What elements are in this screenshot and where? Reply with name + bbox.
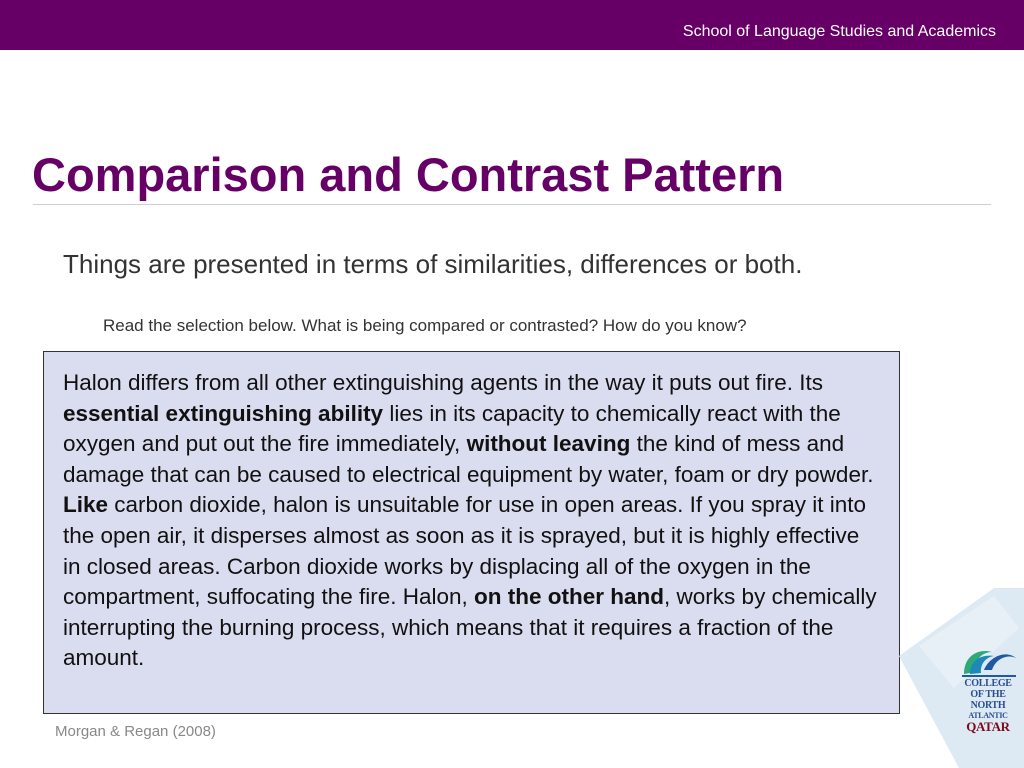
college-logo — [958, 678, 1018, 734]
passage-keyword: Like — [63, 492, 109, 518]
passage-keyword: essential extinguishing ability — [63, 400, 384, 426]
reading-prompt: Read the selection below. What is being compared or contrasted? How do you know? — [103, 316, 747, 335]
passage-text: lies in its capacity to chemically react with the oxygen and put out the fire immediately, — [63, 400, 841, 457]
logo-line: ATLANTIC — [968, 711, 1008, 720]
logo-line: NORTH — [970, 700, 1006, 711]
slide-title: Comparison and Contrast Pattern — [32, 148, 785, 201]
slide-subtitle: Things are presented in terms of similarities, differences or both. — [63, 249, 803, 279]
title-divider — [33, 204, 991, 205]
passage-text: carbon dioxide, halon is unsuitable for use in open areas. If you spray it into the open air, it disperses almost as soon as it is sprayed, but it is highly effective in closed areas. Carbon dioxide works by displacing all of the oxygen in the compartment, suffocating the fire. Halon, — [63, 492, 866, 610]
logo-line: OF THE — [970, 689, 1006, 700]
wave-icon — [960, 644, 1018, 678]
citation: Morgan & Regan (2008) — [55, 723, 216, 740]
passage-text: Halon differs from all other extinguishing agents in the way it puts out fire. Its — [63, 370, 823, 395]
passage-keyword: without leaving — [466, 431, 631, 457]
logo-line: COLLEGE — [964, 678, 1012, 689]
passage-keyword: on the other hand — [474, 584, 665, 610]
logo-qatar: QATAR — [966, 719, 1010, 734]
header-bar — [0, 0, 1024, 50]
passage-text: , works by chemically interrupting the burning process, which means that it requires a fraction of the amount. — [63, 584, 877, 671]
reading-passage — [43, 351, 900, 714]
school-name: School of Language Studies and Academics — [682, 23, 996, 40]
passage-text: the kind of mess and damage that can be caused to electrical equipment by water, foam or dry powder. — [63, 431, 874, 487]
